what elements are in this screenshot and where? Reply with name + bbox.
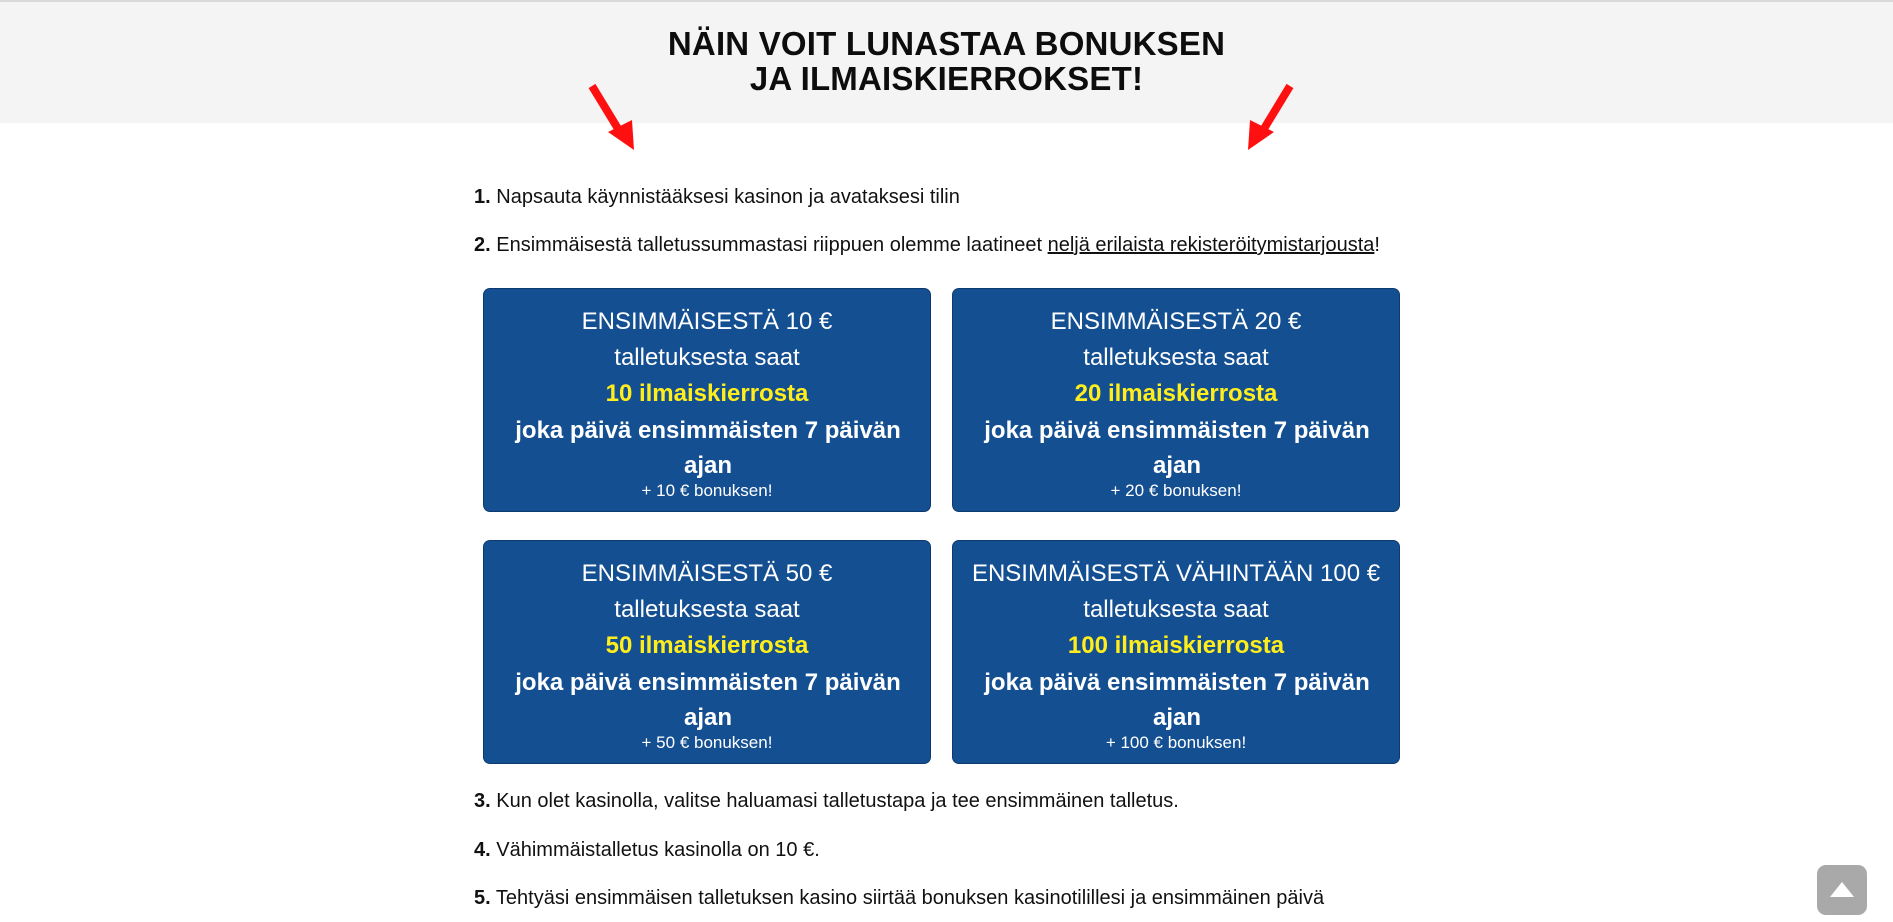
step-number: 5. [474,887,491,909]
step-number: 3. [474,790,491,812]
offer-spins: 50 ilmaiskierrosta [605,632,809,659]
chevron-up-icon [1829,880,1855,900]
arrow-down-left-icon [1246,82,1296,152]
step-4 [474,836,820,864]
offer-duration: joka päivä ensimmäisten 7 päivän ajan [515,417,901,479]
offer-spins: 10 ilmaiskierrosta [605,380,809,407]
offer-bonus: + 100 € bonuksen! [1105,733,1247,752]
offer-card-50[interactable] [483,540,931,764]
offer-spins: 20 ilmaiskierrosta [1074,380,1278,407]
offer-subtitle: talletuksesta saat [1083,596,1269,623]
header-banner [0,2,1893,123]
step-text: Ensimmäisestä talletussummastasi riippuen olemme laatineet [496,234,1048,256]
offer-spins: 100 ilmaiskierrosta [1067,632,1285,659]
step-number: 1. [474,186,491,208]
step-number: 2. [474,234,491,256]
offer-bonus: + 20 € bonuksen! [1110,481,1242,500]
step-2 [474,231,1380,259]
offer-deposit: ENSIMMÄISESTÄ 20 € [1050,308,1302,335]
title-line-2: JA ILMAISKIERROKSET! [749,60,1144,97]
offer-duration: joka päivä ensimmäisten 7 päivän ajan [984,669,1370,731]
offer-deposit: ENSIMMÄISESTÄ 50 € [581,560,833,587]
offer-bonus: + 10 € bonuksen! [641,481,773,500]
step-text: Vähimmäistalletus kasinolla on 10 €. [496,839,820,861]
scroll-to-top-button[interactable] [1817,865,1867,915]
offer-subtitle: talletuksesta saat [1083,344,1269,371]
offer-subtitle: talletuksesta saat [614,344,800,371]
offer-subtitle: talletuksesta saat [614,596,800,623]
offer-card-10[interactable] [483,288,931,512]
offer-duration: joka päivä ensimmäisten 7 päivän ajan [984,417,1370,479]
step-number: 4. [474,839,491,861]
step-text-end: ! [1374,234,1380,256]
offer-card-20[interactable] [952,288,1400,512]
offer-card-100[interactable] [952,540,1400,764]
offer-deposit: ENSIMMÄISESTÄ VÄHINTÄÄN 100 € [971,560,1381,587]
offer-duration: joka päivä ensimmäisten 7 päivän ajan [515,669,901,731]
step-5 [474,884,1324,912]
page-title [0,26,1893,96]
title-line-1: NÄIN VOIT LUNASTAA BONUKSEN [667,25,1226,62]
step-text: Napsauta käynnistääksesi kasinon ja avataksesi tilin [496,186,960,208]
offers-link[interactable]: neljä erilaista rekisteröitymistarjousta [1047,234,1375,256]
step-text: Kun olet kasinolla, valitse haluamasi talletustapa ja tee ensimmäinen talletus. [496,790,1179,812]
step-3 [474,787,1179,815]
offer-deposit: ENSIMMÄISESTÄ 10 € [581,308,833,335]
step-text: Tehtyäsi ensimmäisen talletuksen kasino siirtää bonuksen kasinotilillesi ja ensimmäinen päivä [495,887,1325,909]
arrow-down-right-icon [586,82,636,152]
step-1[interactable] [474,183,960,211]
offer-bonus: + 50 € bonuksen! [641,733,773,752]
